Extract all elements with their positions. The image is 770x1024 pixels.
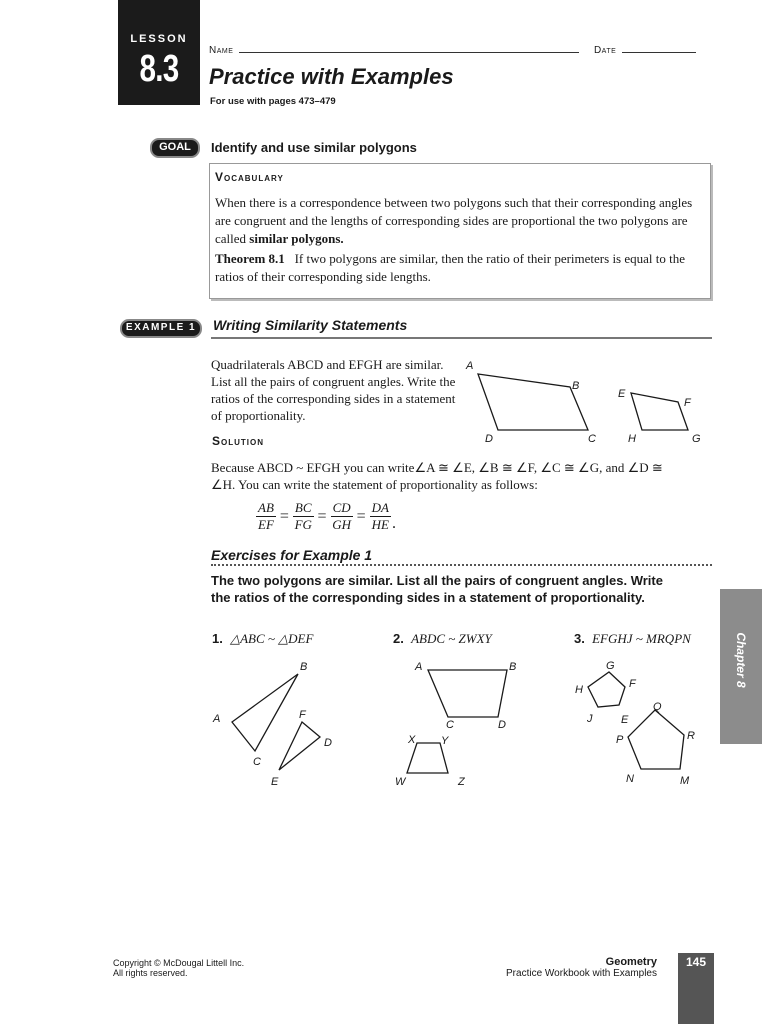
- vertex-label-b: B: [572, 380, 580, 392]
- chapter-side-tab: [720, 589, 762, 744]
- triangle-def: [279, 722, 320, 770]
- vertex-label-g: G: [606, 660, 615, 672]
- exercises-heading: Exercises for Example 1: [211, 547, 373, 563]
- definition-term: similar polygons.: [249, 231, 344, 246]
- chapter-label: Chapter 8: [734, 632, 748, 688]
- equals-sign: =: [279, 507, 289, 525]
- vertex-label-f: F: [299, 709, 306, 721]
- vertex-label-x: X: [408, 734, 416, 746]
- proportion-statement: [256, 500, 396, 533]
- page-number: 145: [685, 955, 707, 969]
- vertex-label-a: A: [213, 713, 221, 725]
- lesson-badge: [118, 0, 200, 105]
- copyright-line-2: All rights reserved.: [113, 968, 188, 978]
- book-subtitle: Practice Workbook with Examples: [506, 968, 657, 979]
- example-title-rule: [211, 337, 712, 339]
- example-badge: EXAMPLE 1: [120, 319, 202, 338]
- ratio-numerator: BC: [294, 500, 312, 515]
- vertex-label-p: P: [616, 734, 624, 746]
- ratio-denominator: HE: [371, 517, 390, 532]
- example-quadrilaterals-figure: [464, 358, 714, 448]
- vertex-label-d: D: [498, 719, 506, 731]
- example-title: Writing Similarity Statements: [213, 317, 408, 333]
- vertex-label-h: H: [575, 684, 583, 696]
- exercise-statement: EFGHJ ~ MRQPN: [592, 631, 691, 646]
- name-blank: [239, 52, 579, 53]
- solution-heading: Solution: [212, 434, 264, 448]
- ratio-cd-gh: [331, 500, 353, 533]
- ratio-denominator: FG: [294, 517, 312, 532]
- exercise-3: [574, 631, 691, 647]
- exercise-3-pentagons-figure: [565, 655, 705, 790]
- date-blank: [622, 52, 696, 53]
- equals-sign: =: [356, 507, 366, 525]
- vertex-label-r: R: [687, 730, 695, 742]
- vertex-label-m: M: [680, 775, 690, 787]
- vertex-label-b: B: [509, 661, 517, 673]
- quadrilateral-efgh: [631, 393, 688, 430]
- exercise-statement: △ABC ~ △DEF: [230, 631, 314, 646]
- ratio-ab-ef: [256, 500, 276, 533]
- vertex-label-w: W: [395, 776, 406, 788]
- vertex-label-e: E: [618, 388, 626, 400]
- book-title: Geometry: [605, 956, 657, 968]
- exercise-1: [212, 631, 313, 647]
- vertex-label-j: J: [587, 713, 593, 725]
- vertex-label-d: D: [485, 433, 493, 445]
- ratio-numerator: CD: [332, 500, 351, 515]
- vertex-label-e: E: [621, 714, 629, 726]
- vertex-label-f: F: [629, 678, 636, 690]
- exercises-dotted-rule: [211, 564, 712, 566]
- example-problem: Quadrilaterals ABCD and EFGH are similar. List all the pairs of congruent angles. Write the ratios of the corresponding sides in a statement of proportionality.: [211, 357, 456, 423]
- goal-badge: GOAL: [150, 138, 200, 158]
- ratio-bc-fg: [293, 500, 314, 533]
- vertex-label-h: H: [628, 433, 636, 445]
- vertex-label-c: C: [588, 433, 596, 445]
- vertex-label-a: A: [415, 661, 423, 673]
- equals-sign: =: [317, 507, 327, 525]
- date-label: Date: [593, 45, 617, 56]
- final-period: .: [392, 514, 397, 532]
- definition-text: When there is a correspondence between two polygons such that their corresponding angles are congruent and the lengths of corresponding sides are proportional the two polygons are called: [215, 195, 693, 246]
- vertex-label-n: N: [626, 773, 634, 785]
- vertex-label-y: Y: [441, 735, 449, 747]
- theorem-text: If two polygons are similar, then the ratio of their perimeters is equal to the ratios of their corresponding side lengths.: [215, 251, 686, 284]
- ratio-da-he: [370, 500, 391, 533]
- exercise-2-quadrilaterals-figure: [390, 655, 520, 790]
- vertex-label-z: Z: [458, 776, 465, 788]
- copyright-line-1: Copyright © McDougal Littell Inc.: [113, 958, 245, 968]
- ratio-numerator: DA: [371, 500, 390, 515]
- exercise-1-triangles-figure: [205, 655, 345, 790]
- theorem-label: Theorem 8.1: [215, 251, 285, 266]
- exercise-2: [393, 631, 492, 647]
- ratio-numerator: AB: [258, 500, 274, 515]
- lesson-number: 8.3: [139, 48, 179, 90]
- ratio-denominator: GH: [332, 517, 351, 532]
- vertex-label-b: B: [300, 661, 308, 673]
- pentagon-efghj: [588, 672, 625, 707]
- exercise-number: 1.: [212, 631, 223, 646]
- footer-copyright: [113, 958, 244, 978]
- page-number-tab: [678, 953, 714, 1024]
- quadrilateral-abdc: [428, 670, 507, 717]
- exercise-number: 2.: [393, 631, 404, 646]
- vocabulary-definition: [215, 194, 695, 248]
- name-date-line: [209, 45, 696, 56]
- vertex-label-a: A: [466, 360, 474, 372]
- vertex-label-e: E: [271, 776, 279, 788]
- quadrilateral-zwxy: [407, 743, 448, 773]
- pentagon-mrqpn: [628, 710, 684, 769]
- vertex-label-f: F: [684, 397, 691, 409]
- theorem-paragraph: [215, 250, 695, 286]
- vertex-label-g: G: [692, 433, 701, 445]
- footer-book-info: [470, 956, 657, 980]
- vertex-label-c: C: [446, 719, 454, 731]
- vertex-label-d: D: [324, 737, 332, 749]
- vertex-label-c: C: [253, 756, 261, 768]
- ratio-denominator: EF: [258, 517, 274, 532]
- exercises-instructions: The two polygons are similar. List all the pairs of congruent angles. Write the ratios of the corresponding sides in a statement of proportionality.: [211, 573, 663, 605]
- solution-text: Because ABCD ~ EFGH you can write∠A ≅ ∠E, ∠B ≅ ∠F, ∠C ≅ ∠G, and ∠D ≅ ∠H. You can write the statement of proportionality as follows:: [211, 460, 663, 492]
- exercise-number: 3.: [574, 631, 585, 646]
- name-label: Name: [209, 45, 234, 56]
- vocabulary-heading: Vocabulary: [215, 170, 284, 184]
- exercise-statement: ABDC ~ ZWXY: [411, 631, 492, 646]
- goal-text: Identify and use similar polygons: [211, 140, 417, 155]
- vertex-label-q: Q: [653, 701, 662, 713]
- triangle-abc: [232, 674, 298, 751]
- page-title: Practice with Examples: [209, 64, 454, 89]
- lesson-word: LESSON: [130, 33, 188, 45]
- page-subtitle: For use with pages 473–479: [210, 96, 336, 107]
